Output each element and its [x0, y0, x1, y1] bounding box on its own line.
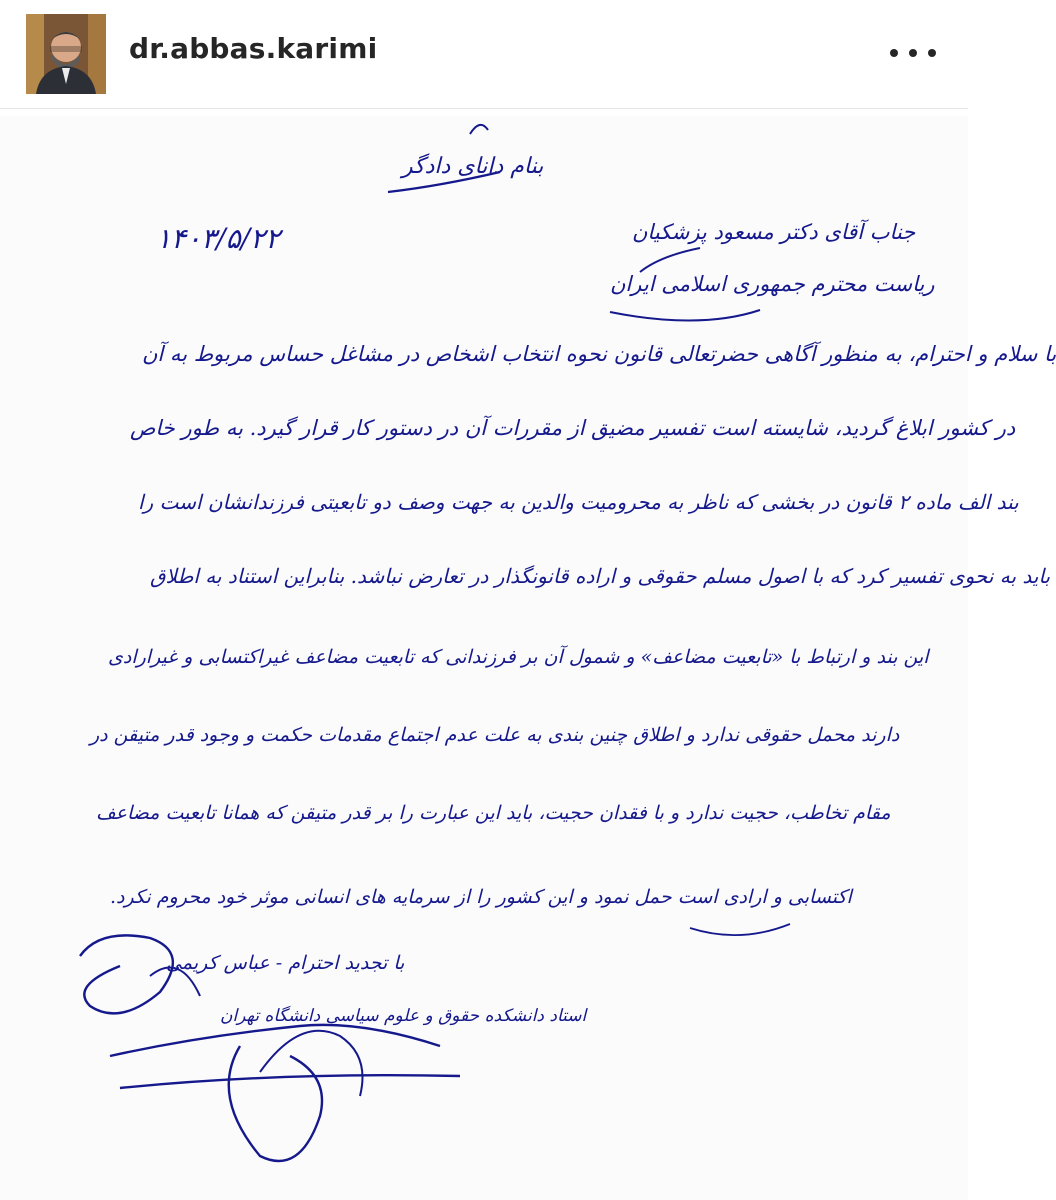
avatar[interactable]	[26, 14, 106, 94]
post-header	[0, 0, 968, 109]
body-line: باید به نحوی تفسیر کرد که با اصول مسلم حقوقی و اراده قانونگذار در تعارض نباشد. بنابراین استناد به اطلاق	[150, 564, 1051, 588]
body-line: با سلام و احترام، به منظور آگاهی حضرتعالی قانون نحوه انتخاب اشخاص در مشاغل حساس مربوط به آن	[142, 342, 1056, 366]
handwritten-letter	[0, 116, 1056, 1200]
ellipsis-icon	[928, 49, 936, 57]
body-line: در کشور ابلاغ گردید، شایسته است تفسیر مضیق از مقررات آن در دستور کار قرار گیرد. به طور خاص	[130, 416, 1016, 440]
body-line: این بند و ارتباط با «تابعیت مضاعف» و شمول آن بر فرزندانی که تابعیت مضاعف غیراکتسابی و غیرارادی	[108, 646, 929, 668]
signature-title: استاد دانشکده حقوق و علوم سیاسی دانشگاه تهران	[220, 1006, 587, 1026]
letter-date: ۱۴۰۳/۵/۲۲	[156, 222, 281, 255]
username[interactable]: dr.abbas.karimi	[129, 32, 378, 65]
letter-heading: بنام دانای دادگر	[402, 154, 544, 179]
ellipsis-icon	[890, 49, 898, 57]
body-line: اکتسابی و ارادی است حمل نمود و این کشور را از سرمایه های انسانی موثر خود محروم نکرد.	[110, 886, 852, 908]
avatar-photo-icon	[26, 14, 106, 94]
recipient-title: ریاست محترم جمهوری اسلامی ایران	[610, 272, 935, 296]
recipient-name: جناب آقای دکتر مسعود پزشکیان	[632, 220, 916, 244]
body-line: دارند محمل حقوقی ندارد و اطلاق چنین بندی به علت عدم اجتماع مقدمات حکمت و وجود قدر متیقن در	[90, 724, 900, 746]
more-options-button[interactable]	[890, 38, 936, 68]
closing: با تجدید احترام - عباس کریمی	[166, 952, 405, 974]
body-line: مقام تخاطب، حجیت ندارد و با فقدان حجیت، باید این عبارت را بر قدر متیقن که همانا تابعیت مضاعف	[96, 802, 891, 824]
body-line: بند الف ماده ۲ قانون در بخشی که ناظر به محرومیت والدین به جهت وصف دو تابعیتی فرزندانشان است را	[138, 490, 1019, 514]
ellipsis-icon	[909, 49, 917, 57]
